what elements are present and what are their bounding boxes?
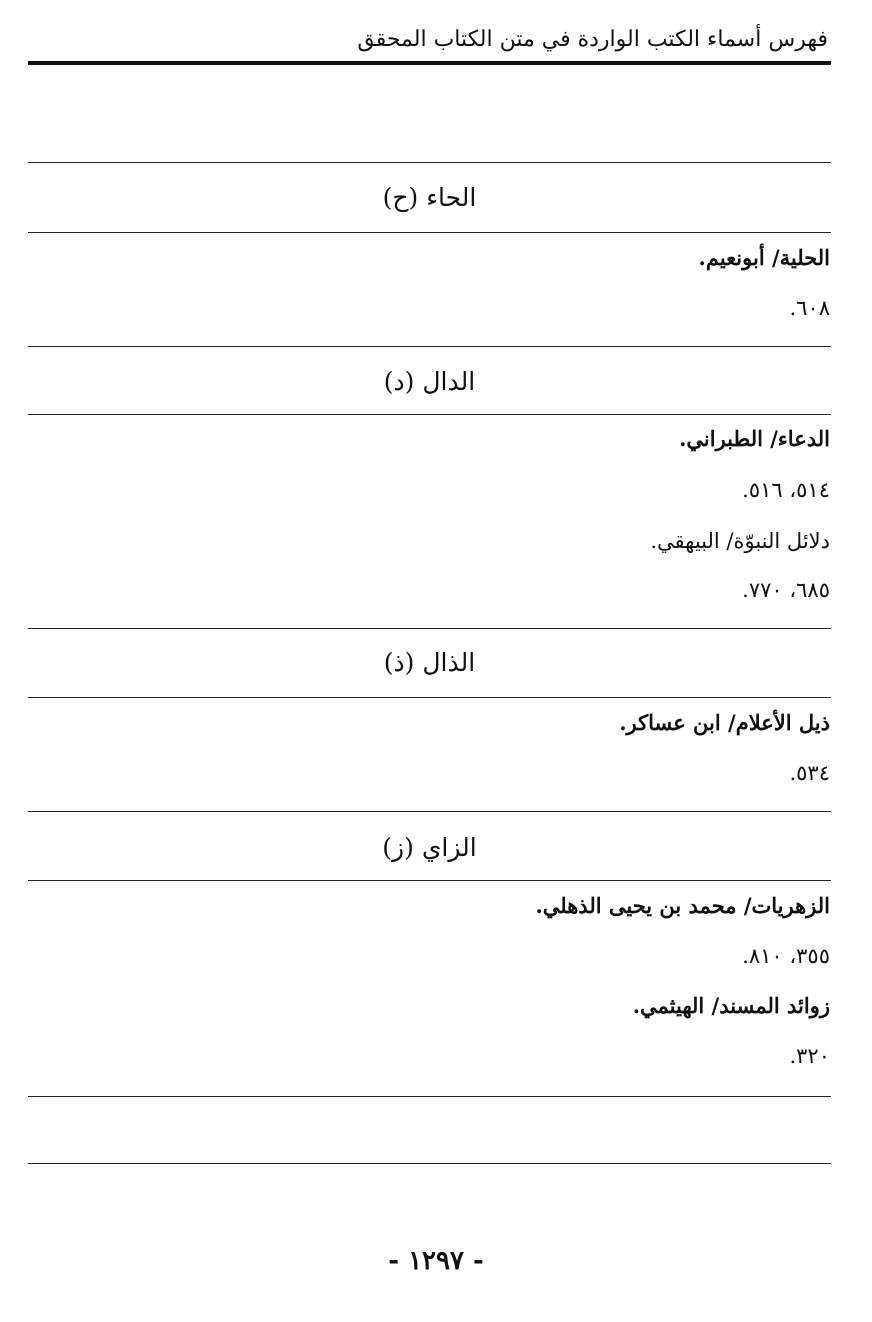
entry-pages: ٦٨٥، ٧٧٠. [742,578,830,602]
section-heading: الحاء (ح) [382,183,477,212]
section-rule [28,697,831,698]
header-rule [28,61,831,65]
section-rule [28,162,831,163]
entry-title: ذيل الأعلام/ ابن عساكر. [619,710,830,735]
section-heading: الدال (د) [383,367,476,396]
entry-pages: ٣٥٥، ٨١٠. [742,944,830,968]
section-heading: الزاي (ز) [382,833,477,862]
section-rule [28,811,831,812]
section-rule [28,1163,831,1164]
entry-title: الزهريات/ محمد بن يحيى الذهلي. [535,893,830,918]
section-rule [28,414,831,415]
section-rule [28,1096,831,1097]
entry-title: الحلية/ أبونعيم. [698,245,830,270]
entry-pages: ٣٢٠. [789,1044,830,1068]
section-rule [28,346,831,347]
page-number: - ١٢٩٧ - [388,1246,484,1276]
section-rule [28,880,831,881]
running-header: فهرس أسماء الكتب الواردة في متن الكتاب المحقق [357,27,828,52]
section-rule [28,232,831,233]
entry-title: دلائل النبوّة/ البيهقي. [650,529,830,553]
section-rule [28,628,831,629]
entry-pages: ٥١٤، ٥١٦. [742,478,830,502]
entry-title: زوائد المسند/ الهيثمي. [632,993,830,1018]
section-heading: الذال (ذ) [383,648,476,677]
entry-title: الدعاء/ الطبراني. [679,426,830,451]
entry-pages: ٦٠٨. [789,296,830,320]
entry-pages: ٥٣٤. [789,761,830,785]
